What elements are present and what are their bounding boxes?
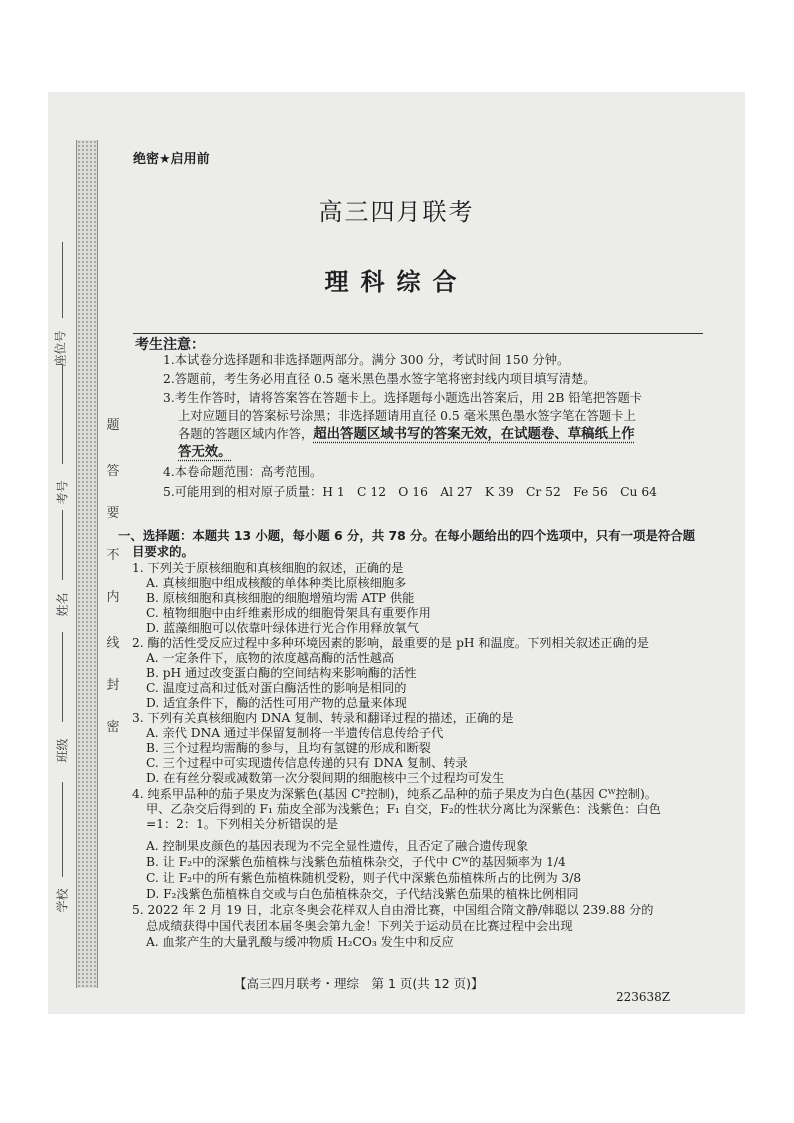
question-option: A. 一定条件下，底物的浓度越高酶的活性越高 xyxy=(146,651,395,665)
notice-item xyxy=(178,426,635,443)
notice-item: 4.本卷命题范围：高考范围。 xyxy=(163,465,323,479)
seal-warning-char: 内 xyxy=(106,590,120,605)
question-stem: 甲、乙杂交后得到的 F₁ 茄皮全部为浅紫色；F₁ 自交，F₂的性状分离比为深紫色：浅紫色：白色 xyxy=(146,802,661,816)
class-blank xyxy=(62,632,63,722)
question-option: A. 亲代 DNA 通过半保留复制将一半遗传信息传给子代 xyxy=(146,726,444,740)
notice-title: 考生注意： xyxy=(135,337,205,353)
exam-title: 高三四月联考 xyxy=(318,198,475,226)
seat-number-label: 座位号 xyxy=(53,330,68,367)
question-stem: 1. 下列关于原核细胞和真核细胞的叙述，正确的是 xyxy=(132,561,404,575)
question-option: C. 让 F₂中的所有紫色茄植株随机受粉，则子代中深紫色茄植株所占的比例为 3/8 xyxy=(146,871,582,885)
question-stem: =1：2：1。下列相关分析错误的是 xyxy=(146,817,338,831)
question-option: A. 真核细胞中组成核酸的单体种类比原核细胞多 xyxy=(146,576,407,590)
exam-page xyxy=(48,92,745,1014)
question-stem: 5. 2022 年 2 月 19 日，北京冬奥会花样双人自由滑比赛，中国组合隋文静/韩聪以 239.88 分的 xyxy=(132,903,654,917)
exam-subject: 理科综合 xyxy=(324,268,469,296)
header-divider xyxy=(133,333,703,334)
question-stem: 3. 下列有关真核细胞内 DNA 复制、转录和翻译过程的描述，正确的是 xyxy=(132,711,514,725)
question-option: B. 让 F₂中的深紫色茄植株与浅紫色茄植株杂交，子代中 Cᵂ的基因频率为 1/4 xyxy=(146,855,566,869)
question-option: D. 适宜条件下，酶的活性可用产物的总量来体现 xyxy=(146,696,407,710)
seal-warning-char: 线 xyxy=(106,636,120,651)
notice-item: 3.考生作答时，请将答案答在答题卡上。选择题每小题选出答案后，用 2B 铅笔把答题卡 xyxy=(163,391,643,405)
name-label: 姓名 xyxy=(55,592,70,617)
question-stem: 4. 纯系甲品种的茄子果皮为深紫色(基因 Cᴾ控制)，纯系乙品种的茄子果皮为白色(基因 Cᵂ控制)。 xyxy=(132,787,657,801)
question-option: C. 植物细胞中由纤维素形成的细胞骨架具有重要作用 xyxy=(146,606,431,620)
question-option: D. F₂浅紫色茄植株自交或与白色茄植株杂交，子代结浅紫色茄果的植株比例相同 xyxy=(146,887,579,901)
question-option: B. pH 通过改变蛋白酶的空间结构来影响酶的活性 xyxy=(146,666,417,680)
question-option: A. 控制果皮颜色的基因表现为不完全显性遗传，且否定了融合遗传现象 xyxy=(146,839,529,853)
seal-warning-char: 题 xyxy=(106,418,120,433)
section-heading-line: 目要求的。 xyxy=(132,544,194,559)
question-option: C. 三个过程中可实现遗传信息传递的只有 DNA 复制、转录 xyxy=(146,756,468,770)
notice-emphasis: 超出答题区域书写的答案无效，在试题卷、草稿纸上作 xyxy=(313,427,635,442)
notice-item-text: 各题的答题区域内作答， xyxy=(178,427,314,441)
notice-item: 1.本试卷分选择题和非选择题两部分。满分 300 分，考试时间 150 分钟。 xyxy=(163,353,570,367)
notice-item xyxy=(178,444,232,461)
seal-warning-char: 封 xyxy=(106,678,120,693)
question-option: D. 在有丝分裂或减数第一次分裂间期的细胞核中三个过程均可发生 xyxy=(146,771,505,785)
name-blank xyxy=(62,510,63,580)
school-blank xyxy=(62,782,63,877)
seal-warning-char: 密 xyxy=(106,720,120,735)
exam-number-label: 考号 xyxy=(55,480,70,505)
notice-item: 5.可能用到的相对原子质量：H 1 C 12 O 16 Al 27 K 39 Cr 52 Fe 56 Cu 64 xyxy=(163,485,657,499)
seal-warning-char: 答 xyxy=(106,464,120,479)
secret-mark: 绝密★启用前 xyxy=(133,152,210,167)
question-option: B. 三个过程均需酶的参与，且均有氢键的形成和断裂 xyxy=(146,741,431,755)
section-heading xyxy=(118,528,695,560)
section-heading-line: 一、选择题：本题共 13 小题，每小题 6 分，共 78 分。在每小题给出的四个选项中，只有一项是符合题 xyxy=(118,528,696,543)
seal-warning-char: 要 xyxy=(106,506,120,521)
question-option: D. 蓝藻细胞可以依靠叶绿体进行光合作用释放氧气 xyxy=(146,621,420,635)
class-label: 班级 xyxy=(55,738,70,763)
notice-emphasis: 答无效。 xyxy=(178,445,232,460)
exam-number-blank xyxy=(62,364,63,464)
notice-item: 2.答题前，考生务必用直径 0.5 毫米黑色墨水签字笔将密封线内项目填写清楚。 xyxy=(163,372,596,386)
school-label: 学校 xyxy=(55,888,70,913)
seal-warning-char: 不 xyxy=(106,548,120,563)
notice-item: 上对应题目的答案标号涂黑；非选择题请用直径 0.5 毫米黑色墨水签字笔在答题卡上 xyxy=(178,409,636,423)
question-option: A. 血浆产生的大量乳酸与缓冲物质 H₂CO₃ 发生中和反应 xyxy=(146,935,454,949)
page-footer: 【高三四月联考・理综 第 1 页(共 12 页)】 xyxy=(234,976,484,991)
exam-code: 223638Z xyxy=(616,990,671,1004)
question-option: C. 温度过高和过低对蛋白酶活性的影响是相同的 xyxy=(146,681,407,695)
question-stem: 2. 酶的活性受反应过程中多种环境因素的影响，最重要的是 pH 和温度。下列相关叙述正确的是 xyxy=(132,636,649,650)
question-option: B. 原核细胞和真核细胞的细胞增殖均需 ATP 供能 xyxy=(146,591,415,605)
question-stem: 总成绩获得中国代表团本届冬奥会第九金！下列关于运动员在比赛过程中会出现 xyxy=(146,919,573,933)
